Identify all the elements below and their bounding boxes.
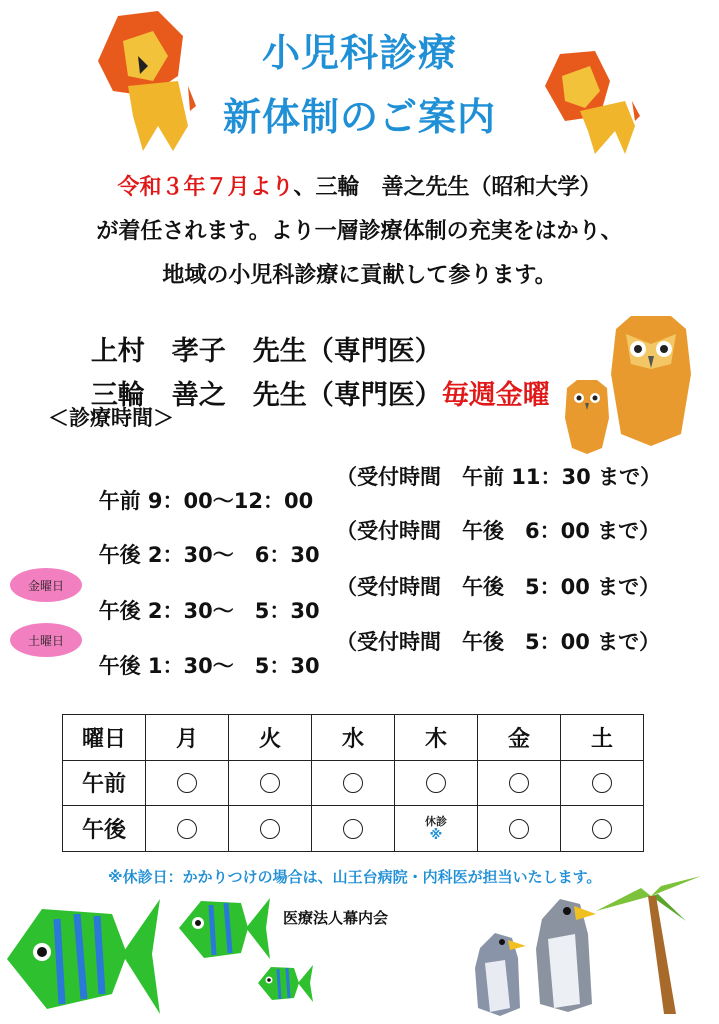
intro-line-2: が着任されます。より一層診療体制の充実をはかり、 xyxy=(96,219,623,244)
hours-heading: ＜診療時間＞ xyxy=(48,406,174,430)
open-circle-icon xyxy=(260,773,280,793)
schedule-table xyxy=(62,714,644,852)
schedule-cell xyxy=(312,806,395,852)
hours-reception: （受付時間 午前 11：30 まで） xyxy=(336,465,662,489)
open-circle-icon xyxy=(592,773,612,793)
open-circle-icon xyxy=(592,819,612,839)
weekday-badge-saturday: 土曜日 xyxy=(10,623,82,657)
open-circle-icon xyxy=(260,819,280,839)
schedule-cell xyxy=(229,806,312,852)
closed-label: 休診 xyxy=(425,814,447,828)
hours-reception: （受付時間 午後 5：00 まで） xyxy=(336,630,661,654)
schedule-row-label: 午前 xyxy=(63,760,146,806)
schedule-day-wed: 水 xyxy=(312,715,395,761)
open-circle-icon xyxy=(343,773,363,793)
schedule-header-row xyxy=(63,715,644,761)
schedule-day-sat: 土 xyxy=(561,715,644,761)
origami-palm-tree-icon xyxy=(596,866,706,1016)
open-circle-icon xyxy=(177,819,197,839)
origami-penguin-icon xyxy=(530,894,602,1014)
intro-line-1-text: 、三輪 善之先生（昭和大学） xyxy=(293,175,602,200)
open-circle-icon xyxy=(509,773,529,793)
schedule-day-thu: 木 xyxy=(395,715,478,761)
hours-time: 午後 2：30～ 5：30 xyxy=(98,599,320,623)
page-subtitle: 新体制のご案内 xyxy=(222,95,496,139)
closed-note-mark: ※ xyxy=(429,827,443,843)
schedule-header-label: 曜日 xyxy=(63,715,146,761)
open-circle-icon xyxy=(343,819,363,839)
hours-time: 午後 2：30～ 6：30 xyxy=(98,543,320,567)
open-circle-icon xyxy=(509,819,529,839)
schedule-cell xyxy=(312,760,395,806)
schedule-row-afternoon xyxy=(63,806,644,852)
schedule-day-mon: 月 xyxy=(146,715,229,761)
organization-name: 医療法人幕内会 xyxy=(283,909,389,927)
origami-fish-icon xyxy=(176,893,272,963)
intro-line-3: 地域の小児科診療に貢献して参ります。 xyxy=(162,263,557,288)
open-circle-icon xyxy=(426,773,446,793)
schedule-row-label: 午後 xyxy=(63,806,146,852)
weekday-badge-friday: 金曜日 xyxy=(10,568,82,602)
schedule-cell xyxy=(395,760,478,806)
schedule-cell xyxy=(229,760,312,806)
schedule-day-tue: 火 xyxy=(229,715,312,761)
open-circle-icon xyxy=(177,773,197,793)
schedule-cell xyxy=(478,760,561,806)
page-title: 小児科診療 xyxy=(261,31,457,75)
hours-time: 午後 1：30～ 5：30 xyxy=(98,654,320,678)
origami-owl-icon xyxy=(606,314,696,449)
origami-penguin-icon xyxy=(470,928,528,1018)
schedule-cell-closed xyxy=(395,806,478,852)
doctor-name: 上村 孝子 先生（専門医） xyxy=(90,336,442,367)
hours-row xyxy=(84,626,661,704)
hours-reception: （受付時間 午後 5：00 まで） xyxy=(336,575,661,599)
doctor-schedule-note: 毎週金曜 xyxy=(441,380,550,411)
schedule-cell xyxy=(561,806,644,852)
doctor-name: 三輪 善之 先生（専門医） xyxy=(90,380,442,411)
origami-owl-icon xyxy=(562,378,612,454)
schedule-cell xyxy=(146,760,229,806)
schedule-cell xyxy=(561,760,644,806)
intro-date-highlight: 令和３年７月より xyxy=(117,175,294,200)
hours-reception: （受付時間 午後 6：00 まで） xyxy=(336,519,661,543)
origami-fish-icon xyxy=(256,962,314,1004)
intro-line-1 xyxy=(0,170,719,201)
schedule-day-fri: 金 xyxy=(478,715,561,761)
closed-day-footnote: ※休診日：かかりつけの場合は、山王台病院・内科医が担当いたします。 xyxy=(108,868,602,886)
origami-fish-icon xyxy=(2,894,162,1020)
schedule-cell xyxy=(478,806,561,852)
schedule-cell xyxy=(146,806,229,852)
schedule-row-morning xyxy=(63,760,644,806)
hours-time: 午前 9：00～12：00 xyxy=(98,489,314,513)
